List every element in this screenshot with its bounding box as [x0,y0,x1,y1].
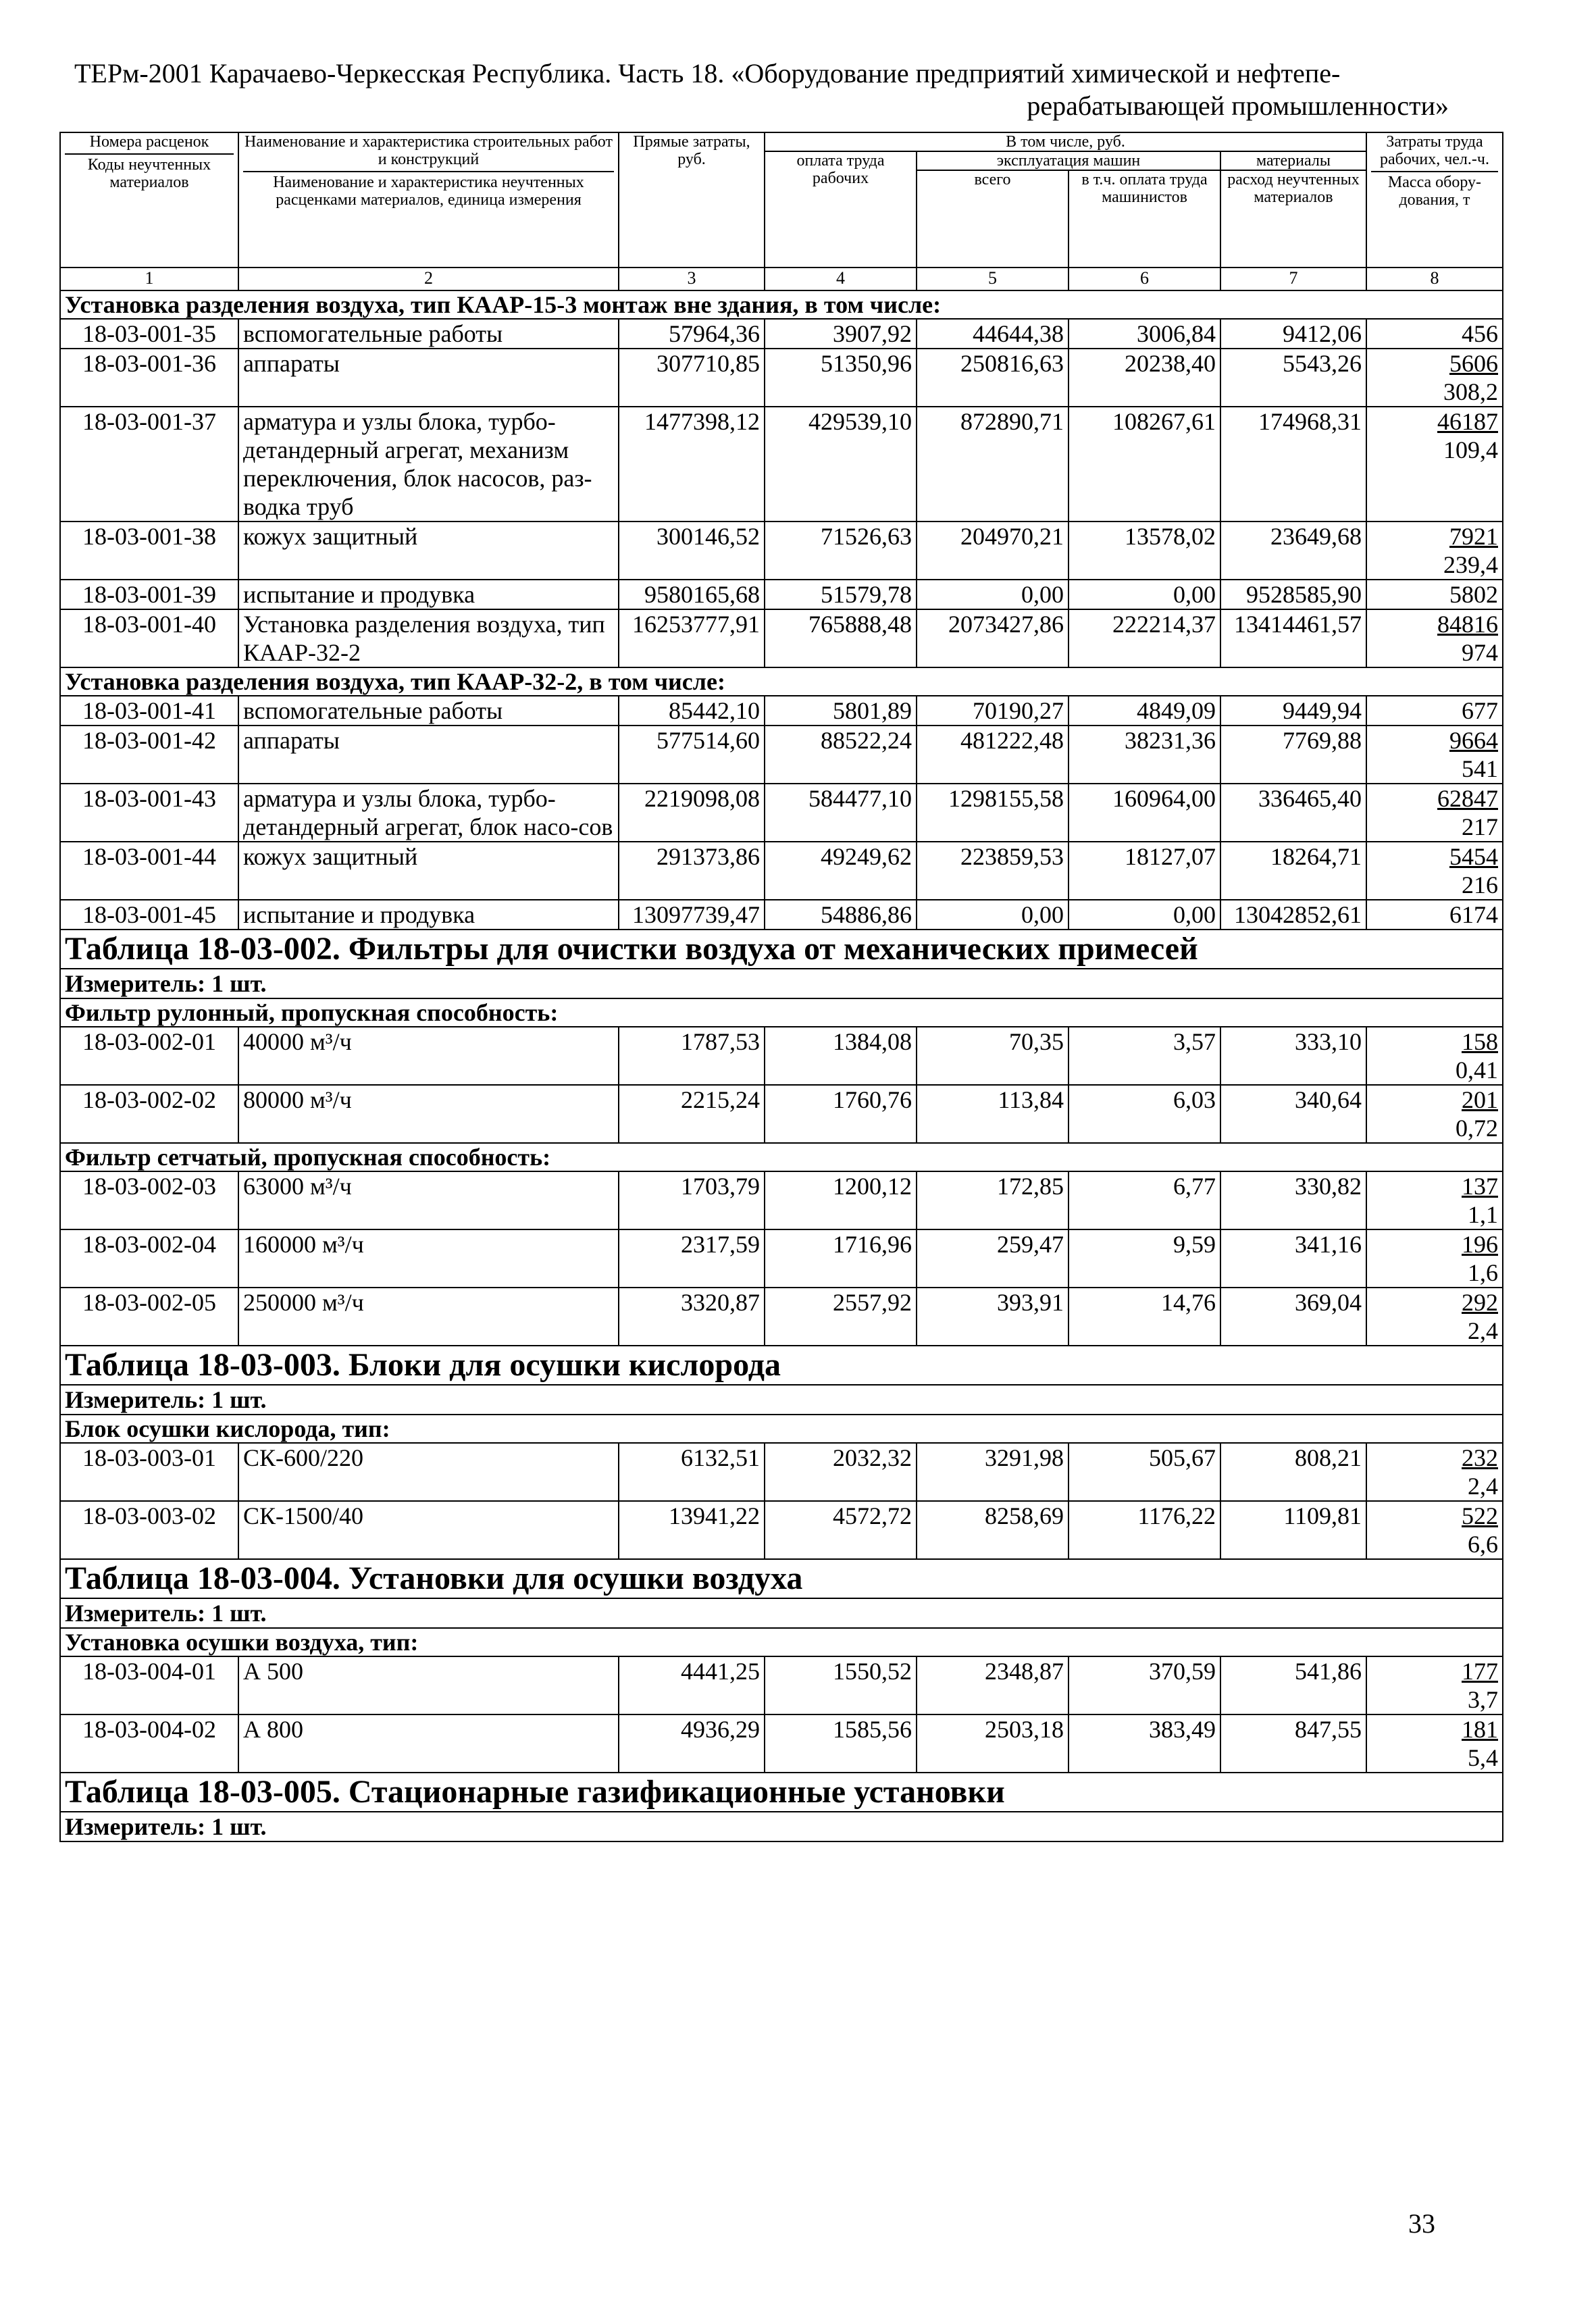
worker-pay: 429539,10 [765,407,917,522]
materials-cost: 174968,31 [1220,407,1366,522]
direct-cost: 13097739,47 [619,900,765,930]
worker-pay: 1550,52 [765,1656,917,1714]
labor-and-mass [1366,1027,1503,1085]
work-name: 80000 м³/ч [238,1085,619,1143]
labor-and-mass [1366,1714,1503,1773]
work-name: аппараты [238,349,619,407]
table-title-row [60,1559,1503,1598]
group-label: Фильтр сетчатый, пропускная способность: [60,1143,1503,1171]
column-number: 3 [619,268,765,290]
table-row [60,522,1503,580]
group-label: Установка осушки воздуха, тип: [60,1628,1503,1656]
machine-cost-total: 70190,27 [917,696,1069,726]
machinist-pay: 13578,02 [1069,522,1220,580]
group-label: Фильтр рулонный, пропускная способность: [60,998,1503,1027]
labor-hours: 181 [1462,1716,1498,1743]
labor-and-mass [1366,1288,1503,1346]
equipment-mass: 974 [1462,639,1498,666]
equipment-mass: 308,2 [1443,378,1498,405]
table-title: Таблица 18-03-004. Установки для осушки воздуха [60,1559,1503,1598]
direct-cost: 1787,53 [619,1027,765,1085]
direct-cost: 57964,36 [619,319,765,349]
rate-code: 18-03-001-43 [60,784,238,842]
machinist-pay: 14,76 [1069,1288,1220,1346]
labor-and-mass [1366,1229,1503,1288]
machinist-pay: 108267,61 [1069,407,1220,522]
document-title [74,57,1449,122]
equipment-mass: 216 [1462,871,1498,898]
group-header-row [60,667,1503,696]
worker-pay: 2557,92 [765,1288,917,1346]
rate-code: 18-03-001-35 [60,319,238,349]
materials-cost: 9449,94 [1220,696,1366,726]
direct-cost: 1703,79 [619,1171,765,1229]
work-name: кожух защитный [238,842,619,900]
materials-cost: 340,64 [1220,1085,1366,1143]
labor-hours: 46187 [1437,408,1498,435]
labor-hours: 456 [1462,320,1498,347]
rate-code: 18-03-001-38 [60,522,238,580]
work-name: 160000 м³/ч [238,1229,619,1288]
table-row [60,1656,1503,1714]
work-name: СК-1500/40 [238,1501,619,1559]
machine-cost-total: 2503,18 [917,1714,1069,1773]
machine-cost-total: 250816,63 [917,349,1069,407]
machine-cost-total: 3291,98 [917,1443,1069,1501]
table-row [60,580,1503,609]
labor-and-mass [1366,580,1503,609]
group-label: Блок осушки кислорода, тип: [60,1415,1503,1443]
labor-hours: 177 [1462,1658,1498,1685]
equipment-mass: 1,1 [1468,1201,1498,1228]
equipment-mass: 5,4 [1468,1744,1498,1771]
column-number: 8 [1366,268,1503,290]
direct-cost: 577514,60 [619,726,765,784]
machinist-pay: 370,59 [1069,1656,1220,1714]
ops-label: эксплуатация машин [917,152,1220,170]
direct-cost: 9580165,68 [619,580,765,609]
col8-header [1366,132,1503,268]
rate-code: 18-03-002-02 [60,1085,238,1143]
rate-code: 18-03-003-01 [60,1443,238,1501]
machinist-pay: 6,03 [1069,1085,1220,1143]
work-name: кожух защитный [238,522,619,580]
col1-header [60,132,238,268]
rate-code: 18-03-002-04 [60,1229,238,1288]
labor-and-mass [1366,407,1503,522]
labor-hours: 7921 [1449,523,1498,550]
rate-code: 18-03-004-02 [60,1714,238,1773]
table-row [60,1714,1503,1773]
equipment-mass: 1,6 [1468,1259,1498,1286]
col4-header: оплата труда рабочих [765,151,917,268]
unit-row [60,1812,1503,1841]
table-row [60,726,1503,784]
work-name: СК-600/220 [238,1443,619,1501]
worker-pay: 54886,86 [765,900,917,930]
col1-top-label: Номера расценок [89,133,209,151]
machinist-pay: 18127,07 [1069,842,1220,900]
table-title-row [60,930,1503,969]
labor-and-mass [1366,349,1503,407]
group-header-row [60,998,1503,1027]
column-numbers-row [60,268,1503,290]
labor-hours: 84816 [1437,611,1498,638]
machinist-pay: 160964,00 [1069,784,1220,842]
col3-header: Прямые затраты, руб. [619,132,765,268]
materials-cost: 9528585,90 [1220,580,1366,609]
table-row [60,1171,1503,1229]
materials-cost: 7769,88 [1220,726,1366,784]
work-name: Установка разделения воздуха, тип КААР-32-2 [238,609,619,667]
equipment-mass: 2,4 [1468,1317,1498,1344]
rate-code: 18-03-001-41 [60,696,238,726]
labor-hours: 201 [1462,1086,1498,1113]
table-row [60,1229,1503,1288]
machine-cost-total: 8258,69 [917,1501,1069,1559]
table-row [60,1288,1503,1346]
group-header-row [60,1143,1503,1171]
materials-cost: 13042852,61 [1220,900,1366,930]
mat-header [1220,151,1366,268]
header-row-1 [60,132,1503,151]
materials-cost: 369,04 [1220,1288,1366,1346]
group-label: Установка разделения воздуха, тип КААР-15-3 монтаж вне здания, в том числе: [60,290,1503,319]
table-title: Таблица 18-03-005. Стационарные газификационные установки [60,1773,1503,1812]
unit-label: Измеритель: 1 шт. [60,969,1503,998]
table-row [60,1027,1503,1085]
incl-header: В том числе, руб. [765,132,1366,151]
rate-code: 18-03-002-03 [60,1171,238,1229]
rate-code: 18-03-003-02 [60,1501,238,1559]
work-name: А 500 [238,1656,619,1714]
unit-label: Измеритель: 1 шт. [60,1598,1503,1628]
machine-cost-total: 259,47 [917,1229,1069,1288]
direct-cost: 16253777,91 [619,609,765,667]
table-title-row [60,1773,1503,1812]
group-header-row [60,1415,1503,1443]
direct-cost: 2219098,08 [619,784,765,842]
machine-cost-total: 2348,87 [917,1656,1069,1714]
equipment-mass: 541 [1462,755,1498,782]
equipment-mass: 3,7 [1468,1686,1498,1713]
machine-cost-total: 223859,53 [917,842,1069,900]
materials-cost: 330,82 [1220,1171,1366,1229]
labor-and-mass [1366,1656,1503,1714]
labor-hours: 5802 [1449,581,1498,608]
machine-cost-total: 172,85 [917,1171,1069,1229]
machinist-pay: 20238,40 [1069,349,1220,407]
rates-table [59,132,1503,1842]
rate-code: 18-03-001-44 [60,842,238,900]
labor-and-mass [1366,1171,1503,1229]
direct-cost: 307710,85 [619,349,765,407]
table-row [60,842,1503,900]
materials-cost: 18264,71 [1220,842,1366,900]
table-title: Таблица 18-03-003. Блоки для осушки кислорода [60,1346,1503,1385]
unit-row [60,1385,1503,1415]
labor-and-mass [1366,609,1503,667]
rate-code: 18-03-004-01 [60,1656,238,1714]
worker-pay: 4572,72 [765,1501,917,1559]
labor-and-mass [1366,900,1503,930]
materials-cost: 341,16 [1220,1229,1366,1288]
machinist-pay: 1176,22 [1069,1501,1220,1559]
labor-and-mass [1366,1085,1503,1143]
title-line-2: рерабатывающей промышленности» [1027,91,1449,121]
materials-cost: 336465,40 [1220,784,1366,842]
column-number: 4 [765,268,917,290]
title-line-1: ТЕРм-2001 Карачаево-Черкесская Республика. Часть 18. «Оборудование предприятий химической и нефтепе- [74,58,1341,88]
machinist-pay: 222214,37 [1069,609,1220,667]
mat-use-label: расход неучтенных материалов [1227,171,1360,206]
worker-pay: 1384,08 [765,1027,917,1085]
unit-label: Измеритель: 1 шт. [60,1812,1503,1841]
machinist-pay: 3,57 [1069,1027,1220,1085]
table-row [60,1443,1503,1501]
ops-total-label: всего [917,170,1069,267]
equipment-mass: 217 [1462,813,1498,840]
machine-cost-total: 481222,48 [917,726,1069,784]
rate-code: 18-03-001-36 [60,349,238,407]
labor-hours: 158 [1462,1028,1498,1055]
column-number: 6 [1069,268,1220,290]
materials-cost: 333,10 [1220,1027,1366,1085]
labor-and-mass [1366,1501,1503,1559]
table-row [60,1501,1503,1559]
materials-cost: 23649,68 [1220,522,1366,580]
labor-label: Затраты труда рабочих, чел.-ч. [1380,133,1489,168]
materials-cost: 847,55 [1220,1714,1366,1773]
equipment-mass: 239,4 [1443,551,1498,578]
materials-cost: 808,21 [1220,1443,1366,1501]
rate-code: 18-03-001-45 [60,900,238,930]
work-name: 40000 м³/ч [238,1027,619,1085]
materials-cost: 9412,06 [1220,319,1366,349]
rate-code: 18-03-002-01 [60,1027,238,1085]
direct-cost: 3320,87 [619,1288,765,1346]
work-name: арматура и узлы блока, турбо-детандерный агрегат, механизм переключения, блок насосов, раз-водка труб [238,407,619,522]
work-name: испытание и продувка [238,900,619,930]
labor-and-mass [1366,1443,1503,1501]
machine-cost-total: 2073427,86 [917,609,1069,667]
rate-code: 18-03-001-40 [60,609,238,667]
rate-code: 18-03-001-39 [60,580,238,609]
equipment-mass: 109,4 [1443,436,1498,463]
machinist-pay: 38231,36 [1069,726,1220,784]
rate-code: 18-03-002-05 [60,1288,238,1346]
col2-bottom-label: Наименование и характеристика неучтенных расценками материалов, единица измерения [273,174,584,209]
materials-cost: 541,86 [1220,1656,1366,1714]
direct-cost: 6132,51 [619,1443,765,1501]
table-row [60,609,1503,667]
table-row [60,696,1503,726]
materials-cost: 13414461,57 [1220,609,1366,667]
table-row [60,1085,1503,1143]
direct-cost: 4441,25 [619,1656,765,1714]
table-title-row [60,1346,1503,1385]
mass-label: Масса обору-дования, т [1387,174,1482,209]
machine-cost-total: 1298155,58 [917,784,1069,842]
machine-cost-total: 70,35 [917,1027,1069,1085]
direct-cost: 300146,52 [619,522,765,580]
labor-and-mass [1366,842,1503,900]
machine-cost-total: 204970,21 [917,522,1069,580]
worker-pay: 51350,96 [765,349,917,407]
column-number: 7 [1220,268,1366,290]
worker-pay: 2032,32 [765,1443,917,1501]
labor-hours: 62847 [1437,785,1498,812]
labor-hours: 5606 [1449,350,1498,377]
labor-and-mass [1366,319,1503,349]
rate-code: 18-03-001-37 [60,407,238,522]
work-name: вспомогательные работы [238,319,619,349]
equipment-mass: 0,41 [1456,1057,1498,1084]
column-number: 5 [917,268,1069,290]
group-label: Установка разделения воздуха, тип КААР-32-2, в том числе: [60,667,1503,696]
unit-row [60,1598,1503,1628]
machinist-pay: 0,00 [1069,900,1220,930]
group-header-row [60,290,1503,319]
table-row [60,784,1503,842]
machinist-pay: 4849,09 [1069,696,1220,726]
direct-cost: 13941,22 [619,1501,765,1559]
labor-hours: 677 [1462,697,1498,724]
labor-and-mass [1366,726,1503,784]
column-number: 2 [238,268,619,290]
labor-hours: 196 [1462,1231,1498,1258]
machinist-pay: 3006,84 [1069,319,1220,349]
worker-pay: 49249,62 [765,842,917,900]
equipment-mass: 0,72 [1456,1115,1498,1142]
direct-cost: 291373,86 [619,842,765,900]
work-name: испытание и продувка [238,580,619,609]
column-number: 1 [60,268,238,290]
labor-hours: 5454 [1449,843,1498,870]
worker-pay: 3907,92 [765,319,917,349]
ops-incl-label: в т.ч. оплата труда машинистов [1081,171,1208,206]
equipment-mass: 2,4 [1468,1473,1498,1500]
labor-hours: 9664 [1449,727,1498,754]
rate-code: 18-03-001-42 [60,726,238,784]
work-name: аппараты [238,726,619,784]
machinist-pay: 383,49 [1069,1714,1220,1773]
direct-cost: 85442,10 [619,696,765,726]
labor-hours: 137 [1462,1173,1498,1200]
worker-pay: 1716,96 [765,1229,917,1288]
unit-label: Измеритель: 1 шт. [60,1385,1503,1415]
machinist-pay: 505,67 [1069,1443,1220,1501]
labor-hours: 292 [1462,1289,1498,1316]
work-name: вспомогательные работы [238,696,619,726]
direct-cost: 2317,59 [619,1229,765,1288]
machine-cost-total: 113,84 [917,1085,1069,1143]
machine-cost-total: 393,91 [917,1288,1069,1346]
unit-row [60,969,1503,998]
work-name: А 800 [238,1714,619,1773]
machine-cost-total: 0,00 [917,900,1069,930]
labor-and-mass [1366,784,1503,842]
direct-cost: 4936,29 [619,1714,765,1773]
labor-hours: 522 [1462,1502,1498,1529]
labor-and-mass [1366,522,1503,580]
mat-label: материалы [1221,152,1366,170]
table-row [60,349,1503,407]
worker-pay: 1760,76 [765,1085,917,1143]
machinist-pay: 9,59 [1069,1229,1220,1288]
worker-pay: 584477,10 [765,784,917,842]
labor-hours: 6174 [1449,901,1498,928]
worker-pay: 5801,89 [765,696,917,726]
work-name: 250000 м³/ч [238,1288,619,1346]
equipment-mass: 6,6 [1468,1531,1498,1558]
worker-pay: 1585,56 [765,1714,917,1773]
work-name: арматура и узлы блока, турбо-детандерный агрегат, блок насо-сов [238,784,619,842]
table-row [60,900,1503,930]
worker-pay: 51579,78 [765,580,917,609]
worker-pay: 765888,48 [765,609,917,667]
labor-and-mass [1366,696,1503,726]
worker-pay: 88522,24 [765,726,917,784]
machine-cost-total: 44644,38 [917,319,1069,349]
table-title: Таблица 18-03-002. Фильтры для очистки воздуха от механических примесей [60,930,1503,969]
ops-header [917,151,1220,268]
col2-top-label: Наименование и характеристика строительных работ и конструкций [244,133,613,168]
materials-cost: 5543,26 [1220,349,1366,407]
col2-header [238,132,619,268]
machinist-pay: 0,00 [1069,580,1220,609]
table-row [60,407,1503,522]
worker-pay: 71526,63 [765,522,917,580]
direct-cost: 1477398,12 [619,407,765,522]
labor-hours: 232 [1462,1444,1498,1471]
machine-cost-total: 872890,71 [917,407,1069,522]
materials-cost: 1109,81 [1220,1501,1366,1559]
worker-pay: 1200,12 [765,1171,917,1229]
page-number: 33 [1408,2208,1435,2239]
table-row [60,319,1503,349]
machine-cost-total: 0,00 [917,580,1069,609]
work-name: 63000 м³/ч [238,1171,619,1229]
col1-bottom-label: Коды неучтенных материалов [87,156,211,191]
machinist-pay: 6,77 [1069,1171,1220,1229]
direct-cost: 2215,24 [619,1085,765,1143]
group-header-row [60,1628,1503,1656]
